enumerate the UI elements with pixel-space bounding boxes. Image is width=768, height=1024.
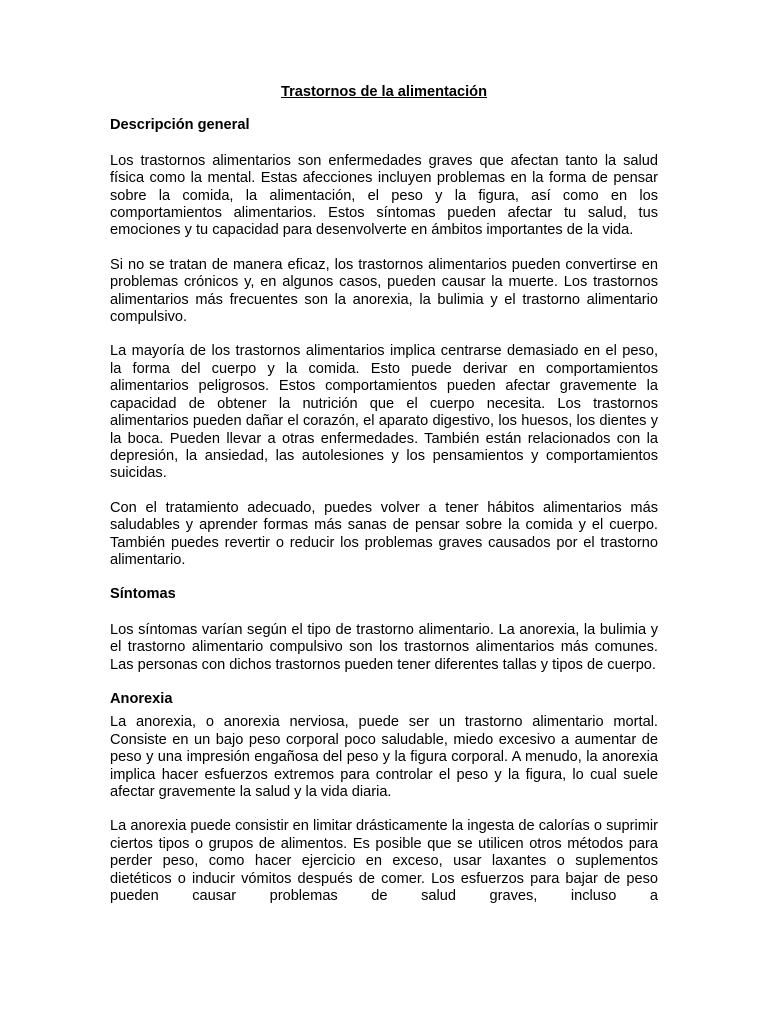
paragraph: Si no se tratan de manera eficaz, los trastornos alimentarios pueden convertirse en problemas crónicos y, en algunos casos, pueden causar la muerte. Los trastornos alimentarios más frecuentes son la anorexia, la bulimia y el trastorno alimentario compulsivo. xyxy=(110,256,658,326)
document-body xyxy=(110,84,658,922)
paragraph: Los trastornos alimentarios son enfermedades graves que afectan tanto la salud física como la mental. Estas afecciones incluyen problemas en la forma de pensar sobre la comida, la alimentación, el peso y la figura, así como en los comportamientos alimentarios. Estos síntomas pueden afectar tu salud, tus emociones y tu capacidad para desenvolverte en ámbitos importantes de la vida. xyxy=(110,152,658,239)
section-heading-descripcion-general: Descripción general xyxy=(110,117,250,134)
paragraph: La anorexia puede consistir en limitar drásticamente la ingesta de calorías o suprimir ciertos tipos o grupos de alimentos. Es posible que se utilicen otros métodos para perder peso, como hacer ejercicio en exceso, usar laxantes o suplementos dietéticos o inducir vómitos después de comer. Los esfuerzos para bajar de peso pueden causar problemas de salud graves, incluso a xyxy=(110,818,658,905)
paragraph: Los síntomas varían según el tipo de trastorno alimentario. La anorexia, la bulimia y el trastorno alimentario compulsivo son los trastornos alimentarios más comunes. Las personas con dichos trastornos pueden tener diferentes tallas y tipos de cuerpo. xyxy=(110,621,658,673)
section-heading-anorexia: Anorexia xyxy=(110,690,173,707)
document-title: Trastornos de la alimentación xyxy=(281,84,487,100)
paragraph: La mayoría de los trastornos alimentarios implica centrarse demasiado en el peso, la forma del cuerpo y la comida. Esto puede derivar en comportamientos alimentarios peligrosos. Estos comportamientos pueden afectar gravemente la capacidad de obtener la nutrición que el cuerpo necesita. Los trastornos alimentarios pueden dañar el corazón, el aparato digestivo, los huesos, los dientes y la boca. Pueden llevar a otras enfermedades. También están relacionados con la depresión, la ansiedad, las autolesiones y los pensamientos y comportamientos suicidas. xyxy=(110,343,658,482)
section-heading-sintomas: Síntomas xyxy=(110,586,176,603)
paragraph: Con el tratamiento adecuado, puedes volver a tener hábitos alimentarios más saludables y aprender formas más sanas de pensar sobre la comida y el cuerpo. También puedes revertir o reducir los problemas graves causados por el trastorno alimentario. xyxy=(110,499,658,568)
paragraph: La anorexia, o anorexia nerviosa, puede ser un trastorno alimentario mortal. Consiste en un bajo peso corporal poco saludable, miedo excesivo a aumentar de peso y una impresión engañosa del peso y la figura corporal. A menudo, la anorexia implica hacer esfuerzos extremos para controlar el peso y la figura, lo cual suele afectar gravemente la salud y la vida diaria. xyxy=(110,714,658,800)
